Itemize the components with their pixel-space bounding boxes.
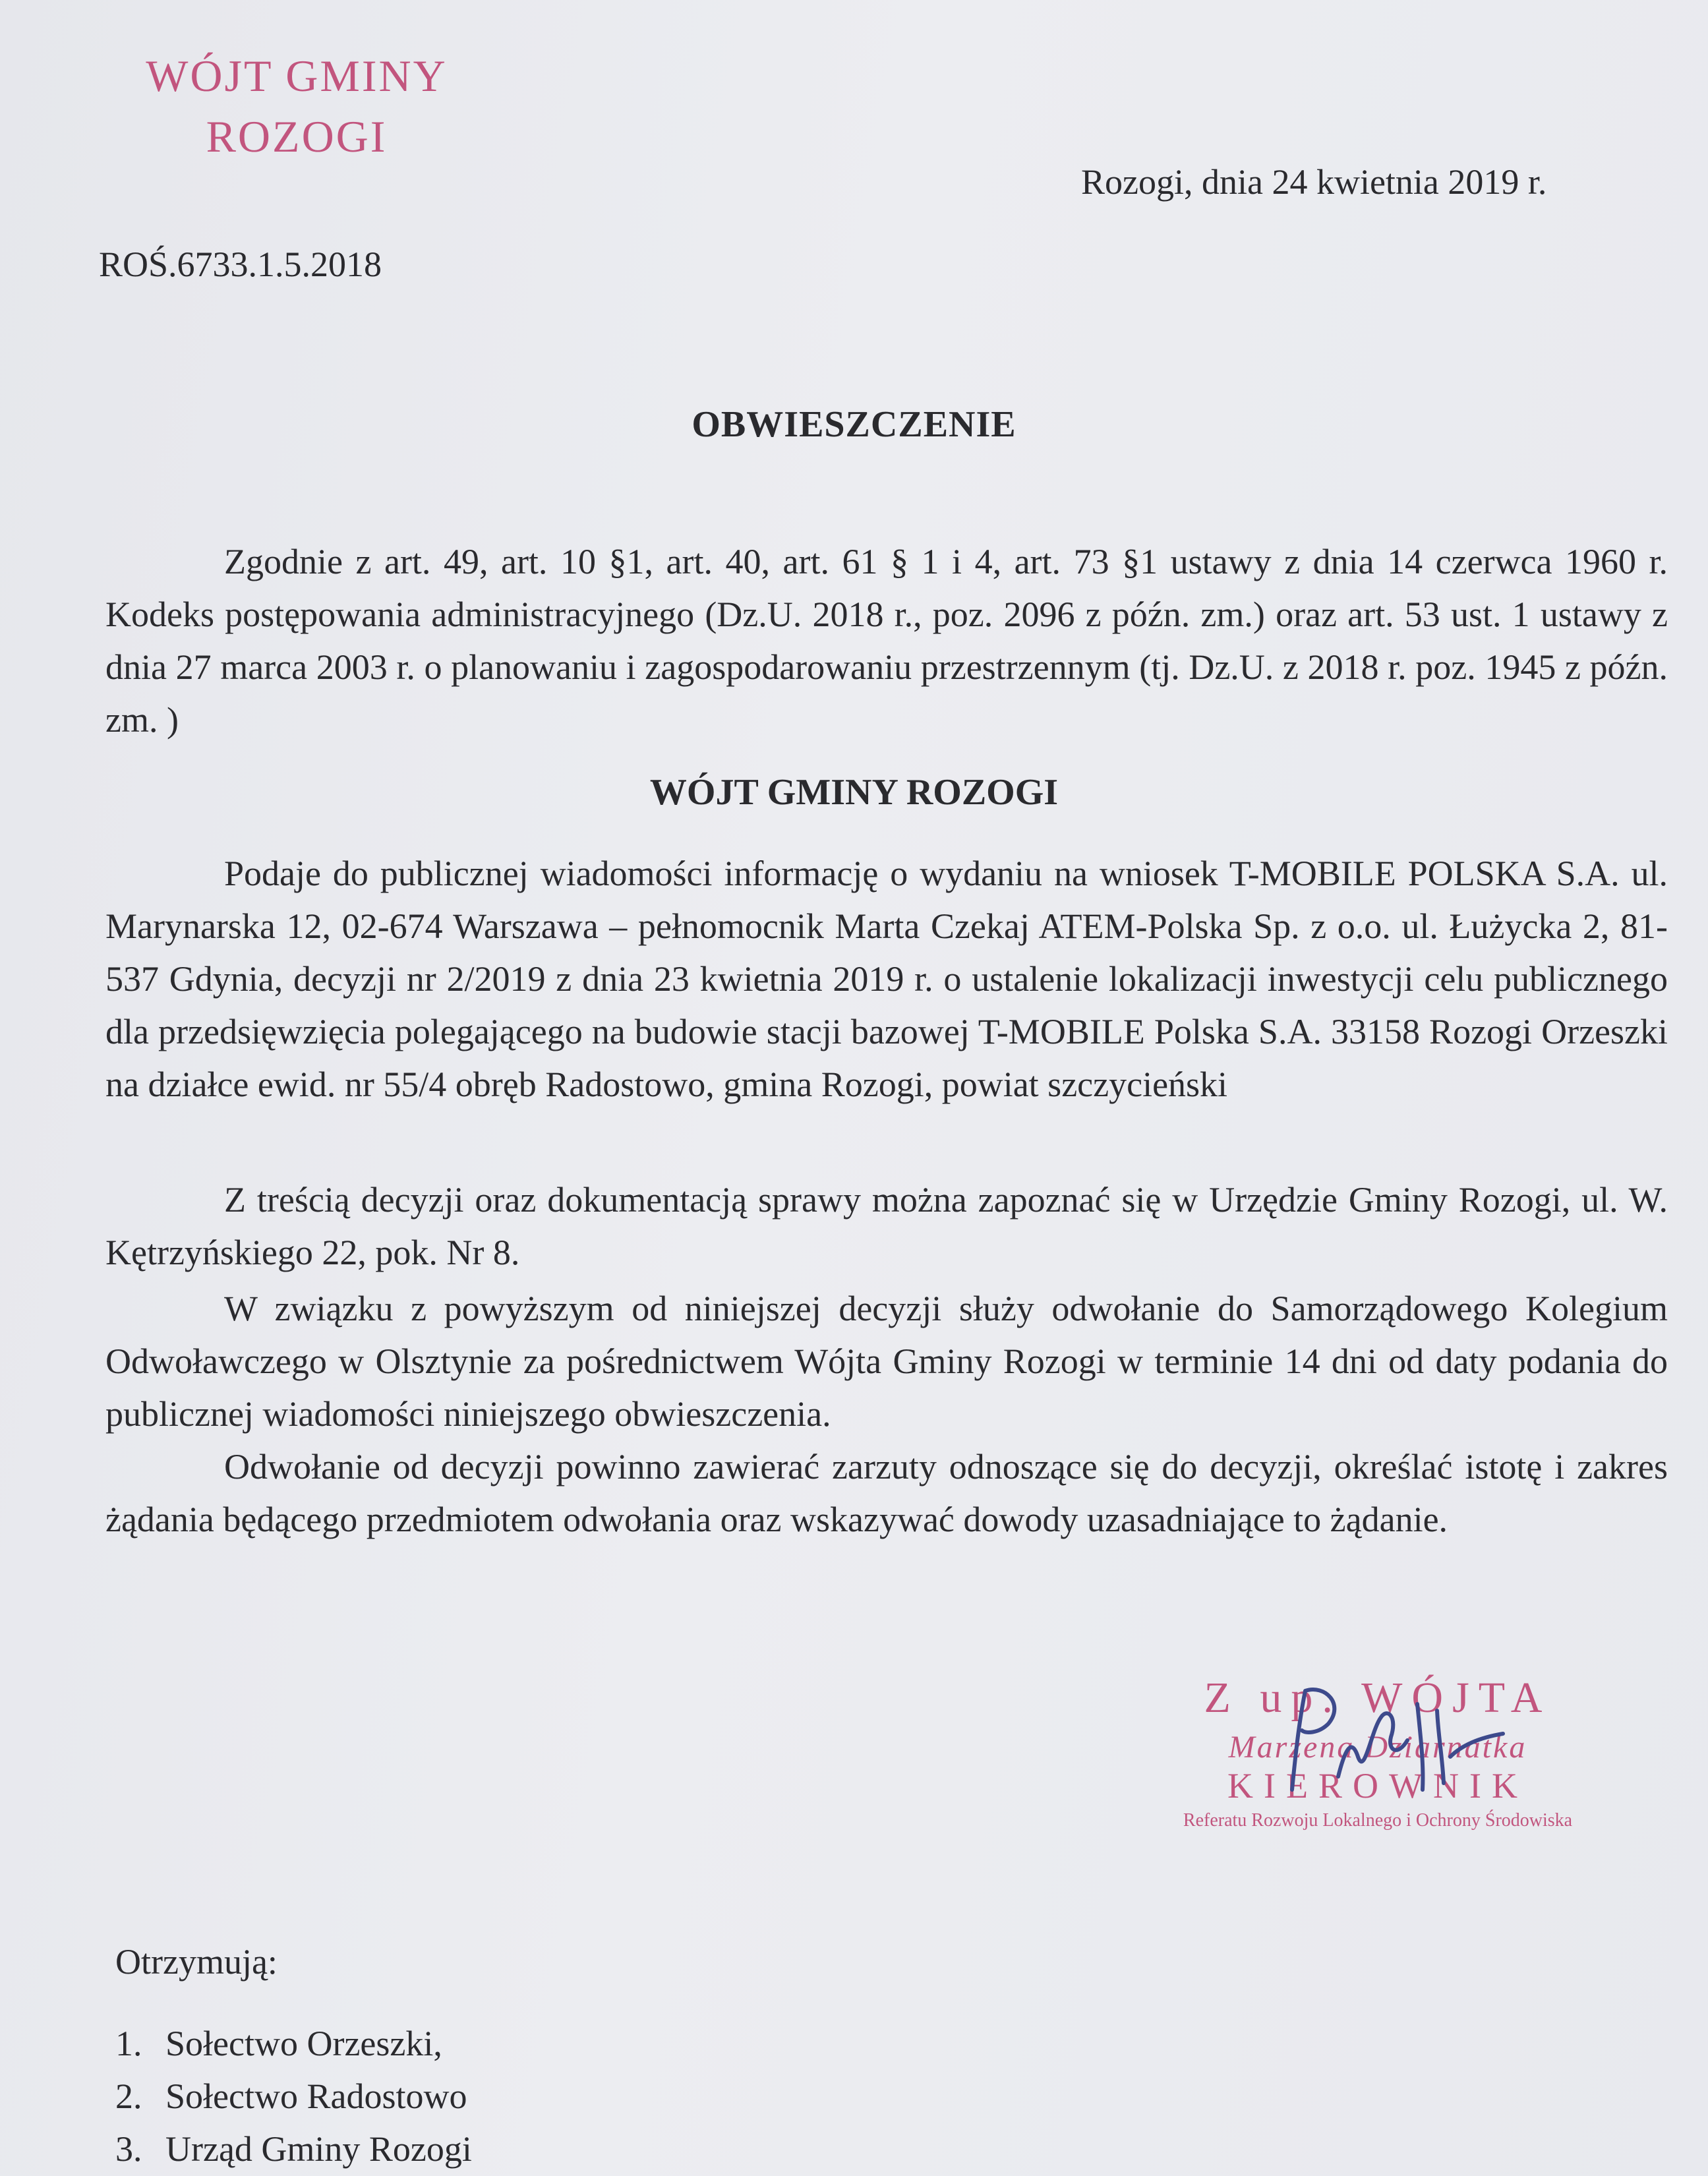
body-paragraph: W związku z powyższym od niniejszej decyzji służy odwołanie do Samorządowego Kolegium Odwoławczego w Olsztynie za pośrednictwem Wójta Gminy Rozogi w terminie 14 dni od daty podania do publicznej wiadomości niniejszego obwieszczenia.: [105, 1289, 1668, 1434]
legal-basis-paragraph: Zgodnie z art. 49, art. 10 §1, art. 40, art. 61 § 1 i 4, art. 73 §1 ustawy z dnia 14 czerwca 1960 r. Kodeks postępowania administracyjnego (Dz.U. 2018 r., poz. 2096 z późn. zm.) oraz art. 53 ust. 1 ustawy z dnia 27 marca 2003 r. o planowaniu i zagospodarowaniu przestrzennym (tj. Dz.U. z 2018 r. poz. 1945 z późn. zm. ): [105, 542, 1668, 740]
receiver-name: Sołectwo Radostowo: [165, 2076, 467, 2116]
receiver-number: 1.: [115, 2024, 142, 2063]
receiver-name: Sołectwo Orzeszki,: [165, 2024, 442, 2063]
receivers-list: [115, 2017, 472, 2175]
header-stamp: [99, 46, 494, 167]
signature-stamp-line1: Z up. WÓJTA: [1204, 1674, 1552, 1722]
reference-number: ROŚ.6733.1.5.2018: [99, 245, 382, 284]
receiver-item: [115, 2123, 472, 2175]
receiver-name: Urząd Gminy Rozogi: [165, 2129, 472, 2169]
header-stamp-line2: ROZOGI: [206, 111, 388, 162]
signature-stamp-role: KIEROWNIK: [1227, 1765, 1528, 1806]
receiver-item: [115, 2070, 472, 2123]
receiver-number: 3.: [115, 2129, 142, 2169]
receiver-number: 2.: [115, 2076, 142, 2116]
body-paragraph: Z treścią decyzji oraz dokumentacją sprawy można zapoznać się w Urzędzie Gminy Rozogi, ul. W. Kętrzyńskiego 22, pok. Nr 8.: [105, 1180, 1668, 1272]
body-paragraph: Podaje do publicznej wiadomości informację o wydaniu na wniosek T-MOBILE POLSKA S.A. ul. Marynarska 12, 02-674 Warszawa – pełnomocnik Marta Czekaj ATEM-Polska Sp. z o.o. ul. Łużycka 2, 81-537 Gdynia, decyzji nr 2/2019 z dnia 23 kwietnia 2019 r. o ustalenie lokalizacji inwestycji celu publicznego dla przedsięwzięcia polegającego na budowie stacji bazowej T-MOBILE Polska S.A. 33158 Rozogi Orzeszki na działce ewid. nr 55/4 obręb Radostowo, gmina Rozogi, powiat szczycieński: [105, 854, 1668, 1104]
document-title: OBWIESZCZENIE: [692, 404, 1016, 445]
document-date: Rozogi, dnia 24 kwietnia 2019 r.: [1081, 162, 1547, 202]
signature-stamp-department: Referatu Rozwoju Lokalnego i Ochrony Środowiska: [1183, 1809, 1573, 1831]
header-stamp-line1: WÓJT GMINY: [146, 51, 448, 101]
issuer-heading: WÓJT GMINY ROZOGI: [649, 772, 1059, 813]
receiver-item: [115, 2017, 472, 2070]
handwritten-signature: [1266, 1678, 1516, 1809]
receivers-label: Otrzymują:: [115, 1942, 278, 1982]
signature-stamp-name: Marzena Dziarnatka: [1228, 1729, 1527, 1765]
body-paragraph: Odwołanie od decyzji powinno zawierać zarzuty odnoszące się do decyzji, określać istotę i zakres żądania będącego przedmiotem odwołania oraz wskazywać dowody uzasadniające to żądanie.: [105, 1447, 1668, 1539]
